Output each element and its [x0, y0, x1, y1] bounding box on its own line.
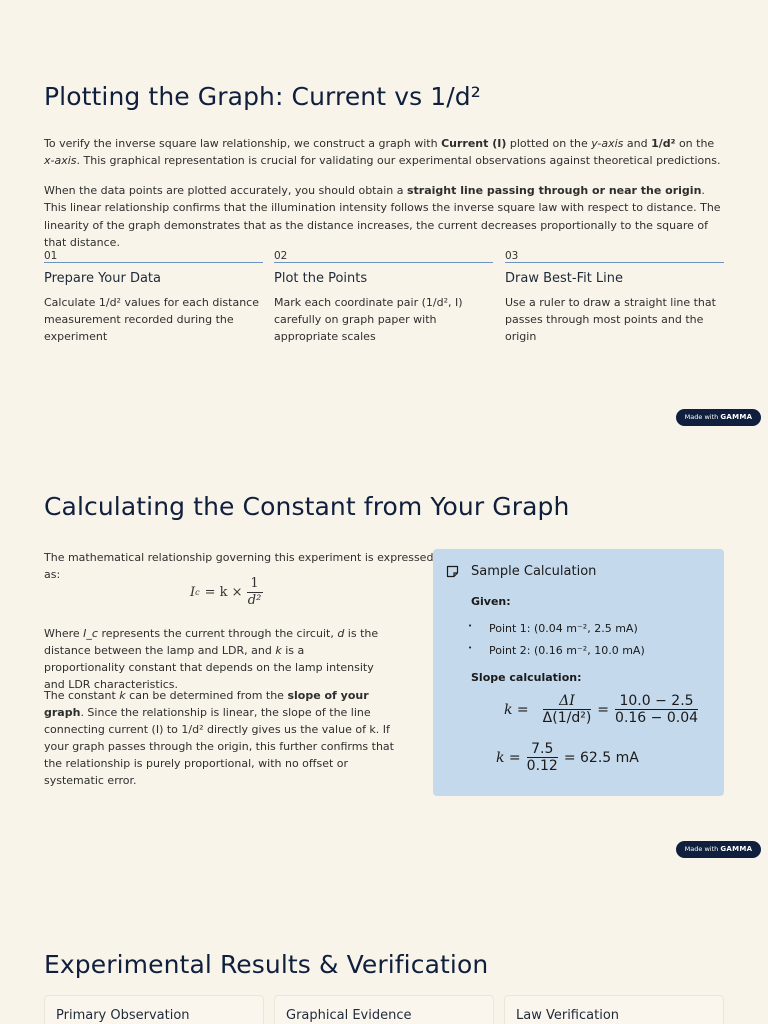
made-with-gamma-badge[interactable]: Made with GAMMA [676, 841, 761, 858]
primary-observation-card [44, 995, 264, 1024]
formula-constant: = k × [204, 585, 243, 600]
eq1-value-denominator: 0.16 − 0.04 [615, 710, 699, 726]
card-title: Law Verification [516, 1008, 620, 1023]
eq2-result: = 62.5 mA [563, 749, 639, 766]
formula-denominator: d² [247, 593, 262, 608]
card-title: Graphical Evidence [286, 1008, 412, 1023]
step-divider [505, 262, 724, 263]
formula-lhs: I [190, 585, 196, 600]
step-prepare-data [44, 250, 263, 345]
slope-calculation-label: Slope calculation: [471, 671, 582, 684]
slope-paragraph: The constant k can be determined from the slope of your graph. Since the relationship is linear, the slope of the line connecting current (I) to 1/d² directly gives us the value of k. If your graph passes through the origin, this further confirms that the relationship is purely proportional, with no offset or systematic error. [44, 689, 394, 787]
step-description: Use a ruler to draw a straight line that passes through most points and the origin [505, 296, 716, 343]
card-title: Primary Observation [56, 1008, 190, 1023]
formula-fraction [247, 576, 263, 609]
step-plot-points [274, 250, 493, 345]
eq1-numerator: ΔI [559, 693, 575, 709]
eq2-lhs: k = [496, 749, 521, 766]
step-divider [274, 262, 493, 263]
step-title: Plot the Points [274, 271, 368, 286]
eq2-fraction [527, 741, 558, 774]
eq1-equals: = [597, 701, 610, 718]
formula-numerator: 1 [250, 576, 259, 591]
section-title-plotting: Plotting the Graph: Current vs 1/d² [44, 82, 481, 111]
slope-equation-2 [496, 741, 639, 774]
eq1-lhs: k = [504, 701, 529, 718]
slope-equation-1 [504, 693, 704, 726]
step-title: Draw Best-Fit Line [505, 271, 624, 286]
step-number: 02 [274, 250, 288, 262]
eq1-value-fraction [615, 693, 698, 726]
where-paragraph: Where I_c represents the current through the circuit, d is the distance between the lamp and LDR, and k is a proportionality constant that depends on the lamp intensity and LDR characteristics. [44, 627, 379, 691]
given-label: Given: [471, 595, 511, 608]
step-description: Calculate 1/d² values for each distance measurement recorded during the experiment [44, 296, 259, 343]
graphical-evidence-card [274, 995, 494, 1024]
given-point-2: • Point 2: (0.16 m⁻², 10.0 mA) [468, 644, 645, 657]
intro-paragraph: To verify the inverse square law relationship, we construct a graph with Current (I) plotted on the y-axis and 1/d² on the x-axis. This graphical representation is crucial for validating our experimental observations against theoretical predictions. [44, 137, 721, 168]
step-description: Mark each coordinate pair (1/d², I) carefully on graph paper with appropriate scales [274, 296, 463, 343]
relationship-intro: The mathematical relationship governing this experiment is expressed as: [44, 551, 434, 581]
step-number: 01 [44, 250, 58, 262]
inverse-square-formula [190, 576, 263, 609]
step-number: 03 [505, 250, 519, 262]
note-icon [446, 565, 459, 578]
eq1-denominator: Δ(1/d²) [542, 710, 592, 726]
linearity-paragraph: When the data points are plotted accurately, you should obtain a straight line passing through or near the origin. This linear relationship confirms that the illumination intensity follows the inverse square law with respect to distance. The linearity of the graph demonstrates that as the distance increases, the current decreases proportionally to the square of that distance. [44, 184, 721, 250]
formula-subscript: c [195, 588, 200, 597]
step-title: Prepare Your Data [44, 271, 161, 286]
law-verification-card [504, 995, 724, 1024]
sample-calculation-card [433, 549, 724, 796]
section-title-calculating: Calculating the Constant from Your Graph [44, 492, 570, 521]
card-title: Sample Calculation [471, 564, 597, 579]
eq2-denominator: 0.12 [526, 758, 558, 774]
section-title-results: Experimental Results & Verification [44, 950, 489, 979]
step-best-fit [505, 250, 724, 345]
eq1-value-numerator: 10.0 − 2.5 [619, 693, 694, 709]
step-divider [44, 262, 263, 263]
given-point-1: • Point 1: (0.04 m⁻², 2.5 mA) [468, 622, 638, 635]
eq1-delta-fraction [543, 693, 592, 726]
eq2-numerator: 7.5 [531, 741, 554, 757]
made-with-gamma-badge[interactable]: Made with GAMMA [676, 409, 761, 426]
